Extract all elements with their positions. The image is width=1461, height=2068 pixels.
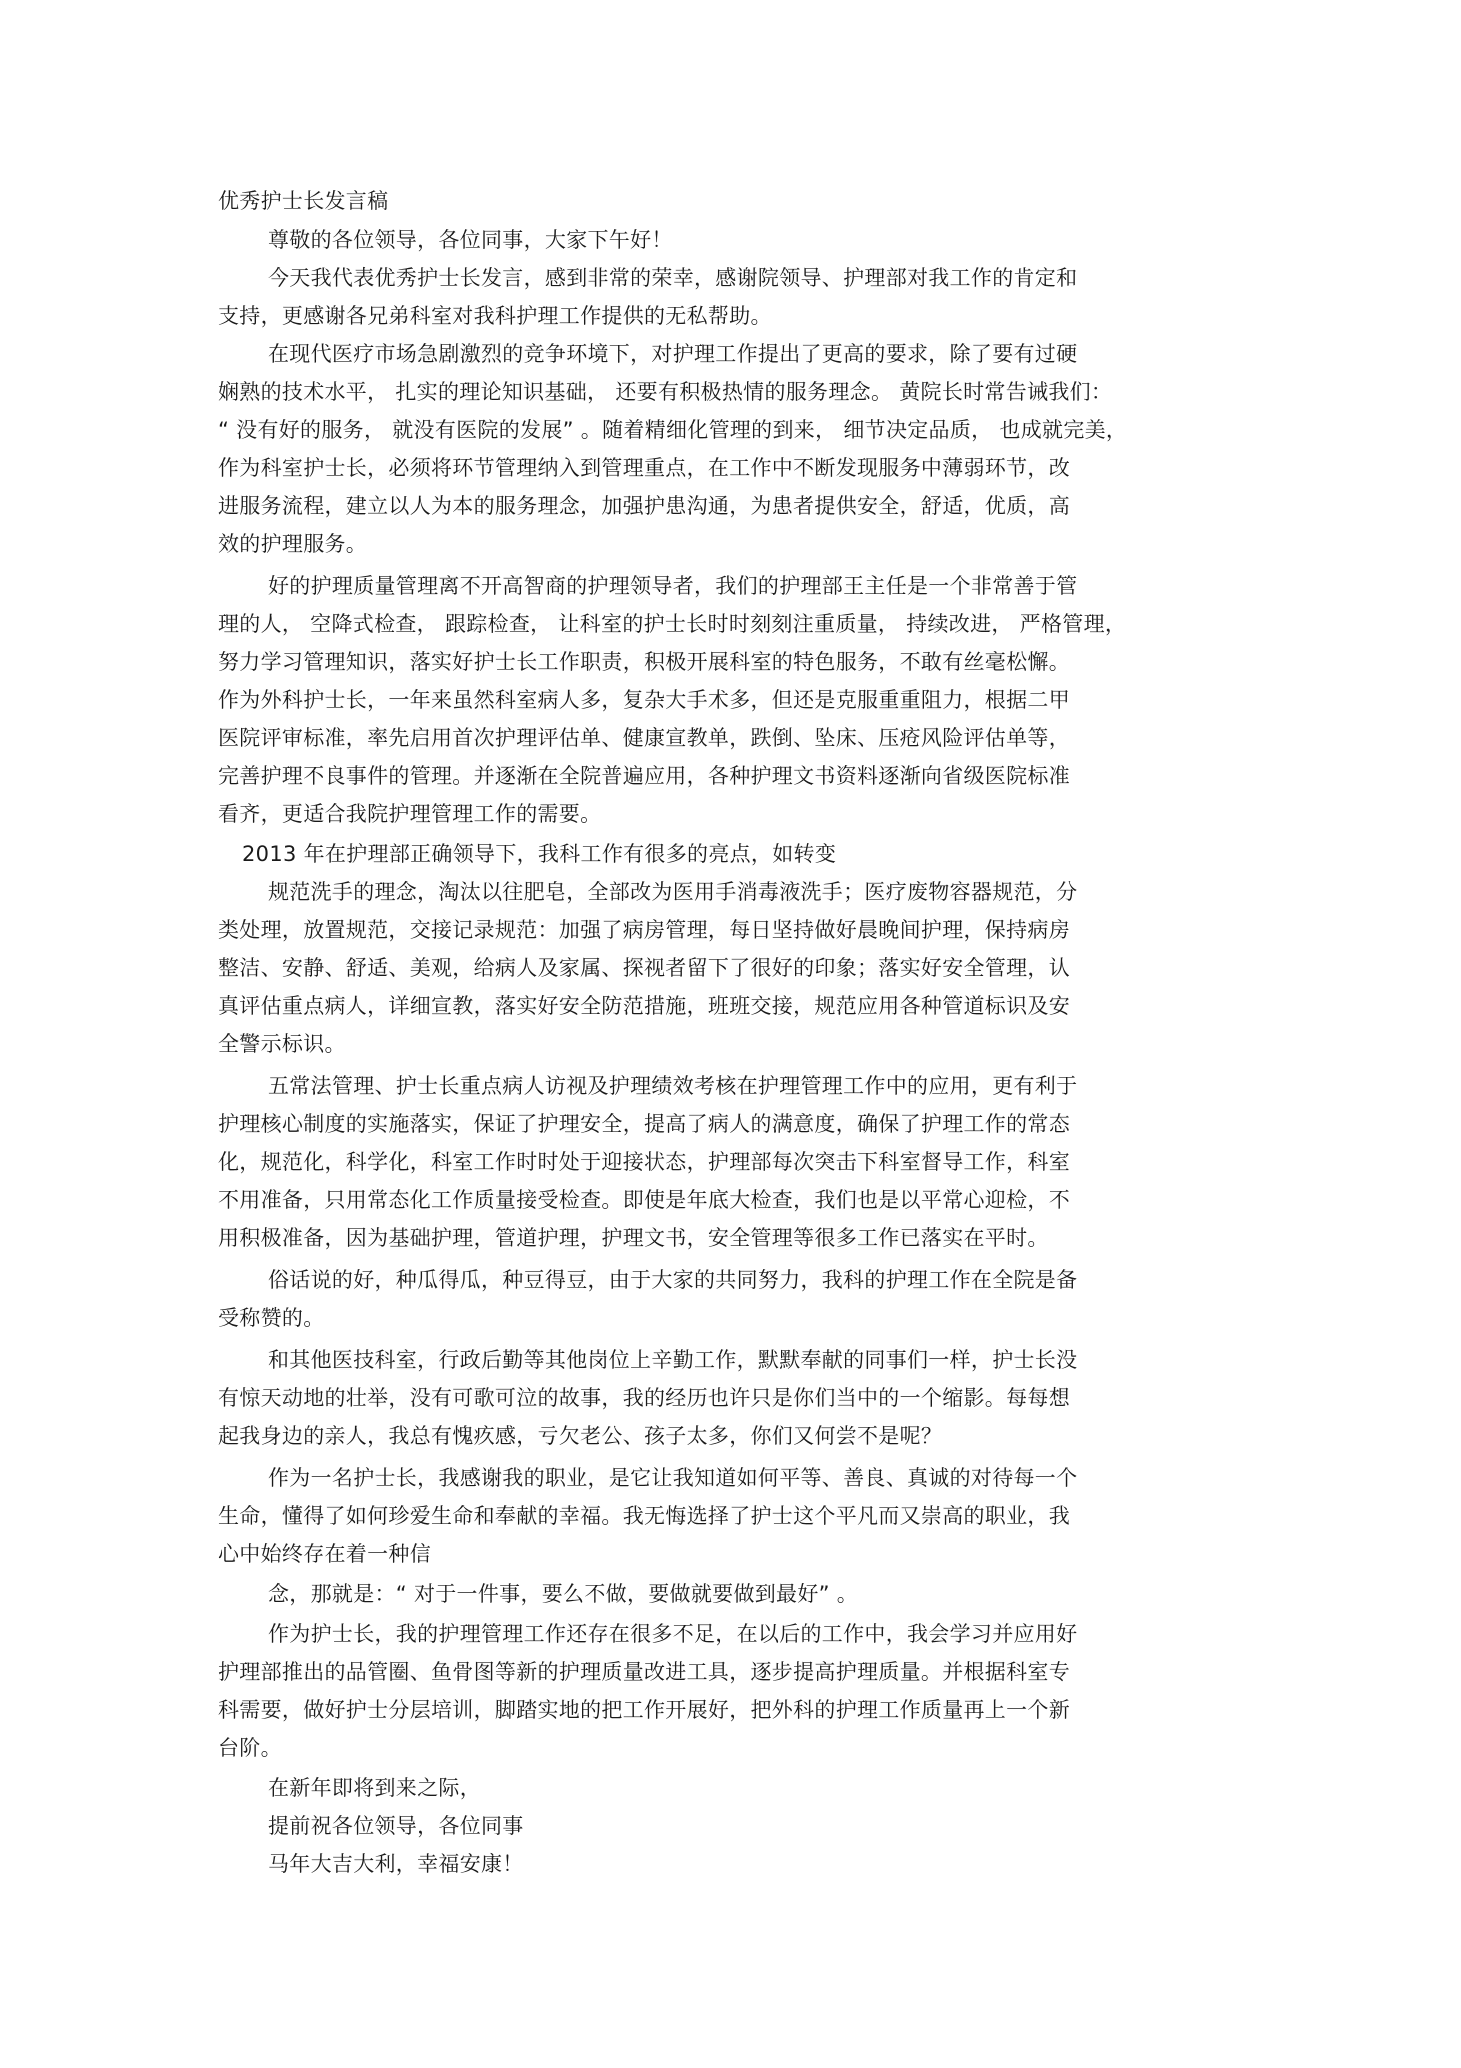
- paragraph-line: 生命，懂得了如何珍爱生命和奉献的幸福。我无悔选择了护士这个平凡而又崇高的职业，我: [218, 1504, 1070, 1528]
- paragraph-line: 支持，更感谢各兄弟科室对我科护理工作提供的无私帮助。: [218, 304, 772, 328]
- paragraph-line: 医院评审标准，率先启用首次护理评估单、健康宣教单，跌倒、坠床、压疮风险评估单等，: [218, 726, 1070, 750]
- paragraph-line: 类处理，放置规范，交接记录规范：加强了病房管理，每日坚持做好晨晚间护理，保持病房: [218, 918, 1070, 942]
- paragraph-line: 真评估重点病人，详细宣教，落实好安全防范措施，班班交接，规范应用各种管道标识及安: [218, 994, 1070, 1018]
- paragraph-line: 心中始终存在着一种信: [218, 1542, 431, 1566]
- paragraph-line: 在现代医疗市场急剧激烈的竞争环境下，对护理工作提出了更高的要求，除了要有过硬: [268, 342, 1078, 366]
- paragraph-line: 护理部推出的品管圈、鱼骨图等新的护理质量改进工具，逐步提高护理质量。并根据科室专: [218, 1660, 1070, 1684]
- paragraph-line: 今天我代表优秀护士长发言，感到非常的荣幸，感谢院领导、护理部对我工作的肯定和: [268, 266, 1078, 290]
- paragraph-line: 全警示标识。: [218, 1032, 346, 1056]
- paragraph-line: 有惊天动地的壮举，没有可歌可泣的故事，我的经历也许只是你们当中的一个缩影。每每想: [218, 1386, 1070, 1410]
- paragraph-line: 进服务流程，建立以人为本的服务理念，加强护患沟通，为患者提供安全，舒适，优质，高: [218, 494, 1070, 518]
- paragraph-line: 整洁、安静、舒适、美观，给病人及家属、探视者留下了很好的印象；落实好安全管理，认: [218, 956, 1070, 980]
- paragraph-line: 努力学习管理知识，落实好护士长工作职责，积极开展科室的特色服务，不敢有丝毫松懈。: [218, 650, 1070, 674]
- paragraph-line: 和其他医技科室，行政后勤等其他岗位上辛勤工作，默默奉献的同事们一样，护士长没: [268, 1348, 1078, 1372]
- paragraph-line: 台阶。: [218, 1736, 282, 1760]
- paragraph-line: 作为外科护士长，一年来虽然科室病人多，复杂大手术多，但还是克服重重阻力，根据二甲: [218, 688, 1070, 712]
- document-title: 优秀护士长发言稿: [218, 189, 389, 213]
- paragraph-line: 规范洗手的理念，淘汰以往肥皂，全部改为医用手消毒液洗手；医疗废物容器规范，分: [268, 880, 1078, 904]
- paragraph-line: 作为科室护士长，必须将环节管理纳入到管理重点，在工作中不断发现服务中薄弱环节，改: [218, 456, 1070, 480]
- paragraph-line: 娴熟的技术水平， 扎实的理论知识基础， 还要有积极热情的服务理念。 黄院长时常告诫我们：: [218, 380, 1113, 404]
- paragraph-line: 2013 年在护理部正确领导下，我科工作有很多的亮点，如转变: [242, 842, 837, 866]
- paragraph-line: 五常法管理、护士长重点病人访视及护理绩效考核在护理管理工作中的应用，更有利于: [268, 1074, 1078, 1098]
- paragraph-line: 用积极准备，因为基础护理，管道护理，护理文书，安全管理等很多工作已落实在平时。: [218, 1226, 1049, 1250]
- paragraph-line: 不用准备，只用常态化工作质量接受检查。即使是年底大检查，我们也是以平常心迎检，不: [218, 1188, 1070, 1212]
- paragraph-line: 好的护理质量管理离不开高智商的护理领导者，我们的护理部王主任是一个非常善于管: [268, 574, 1078, 598]
- paragraph-line: 化，规范化，科学化，科室工作时时处于迎接状态，护理部每次突击下科室督导工作，科室: [218, 1150, 1070, 1174]
- paragraph-line: 看齐，更适合我院护理管理工作的需要。: [218, 802, 602, 826]
- paragraph-line: 效的护理服务。: [218, 532, 368, 556]
- paragraph-line: 受称赞的。: [218, 1306, 325, 1330]
- paragraph-line: 提前祝各位领导，各位同事: [268, 1814, 524, 1838]
- paragraph-line: 理的人， 空降式检查， 跟踪检查， 让科室的护士长时时刻刻注重质量， 持续改进， 严格管理，: [218, 612, 1127, 636]
- paragraph-line: “ 没有好的服务， 就没有医院的发展” 。随着精细化管理的到来， 细节决定品质， 也成就完美，: [218, 418, 1128, 442]
- paragraph-line: 尊敬的各位领导，各位同事，大家下午好！: [268, 228, 673, 252]
- paragraph-line: 作为护士长，我的护理管理工作还存在很多不足，在以后的工作中，我会学习并应用好: [268, 1622, 1078, 1646]
- paragraph-line: 作为一名护士长，我感谢我的职业，是它让我知道如何平等、善良、真诚的对待每一个: [268, 1466, 1078, 1490]
- paragraph-line: 完善护理不良事件的管理。并逐渐在全院普遍应用，各种护理文书资料逐渐向省级医院标准: [218, 764, 1070, 788]
- paragraph-line: 马年大吉大利，幸福安康！: [268, 1852, 524, 1876]
- paragraph-line: 起我身边的亲人，我总有愧疚感，亏欠老公、孩子太多，你们又何尝不是呢？: [218, 1424, 943, 1448]
- paragraph-line: 科需要，做好护士分层培训，脚踏实地的把工作开展好，把外科的护理工作质量再上一个新: [218, 1698, 1070, 1722]
- paragraph-line: 护理核心制度的实施落实，保证了护理安全，提高了病人的满意度，确保了护理工作的常态: [218, 1112, 1070, 1136]
- paragraph-line: 俗话说的好，种瓜得瓜，种豆得豆，由于大家的共同努力，我科的护理工作在全院是备: [268, 1268, 1078, 1292]
- paragraph-line: 在新年即将到来之际，: [268, 1776, 481, 1800]
- paragraph-line: 念，那就是：“ 对于一件事，要么不做，要做就要做到最好” 。: [268, 1582, 859, 1606]
